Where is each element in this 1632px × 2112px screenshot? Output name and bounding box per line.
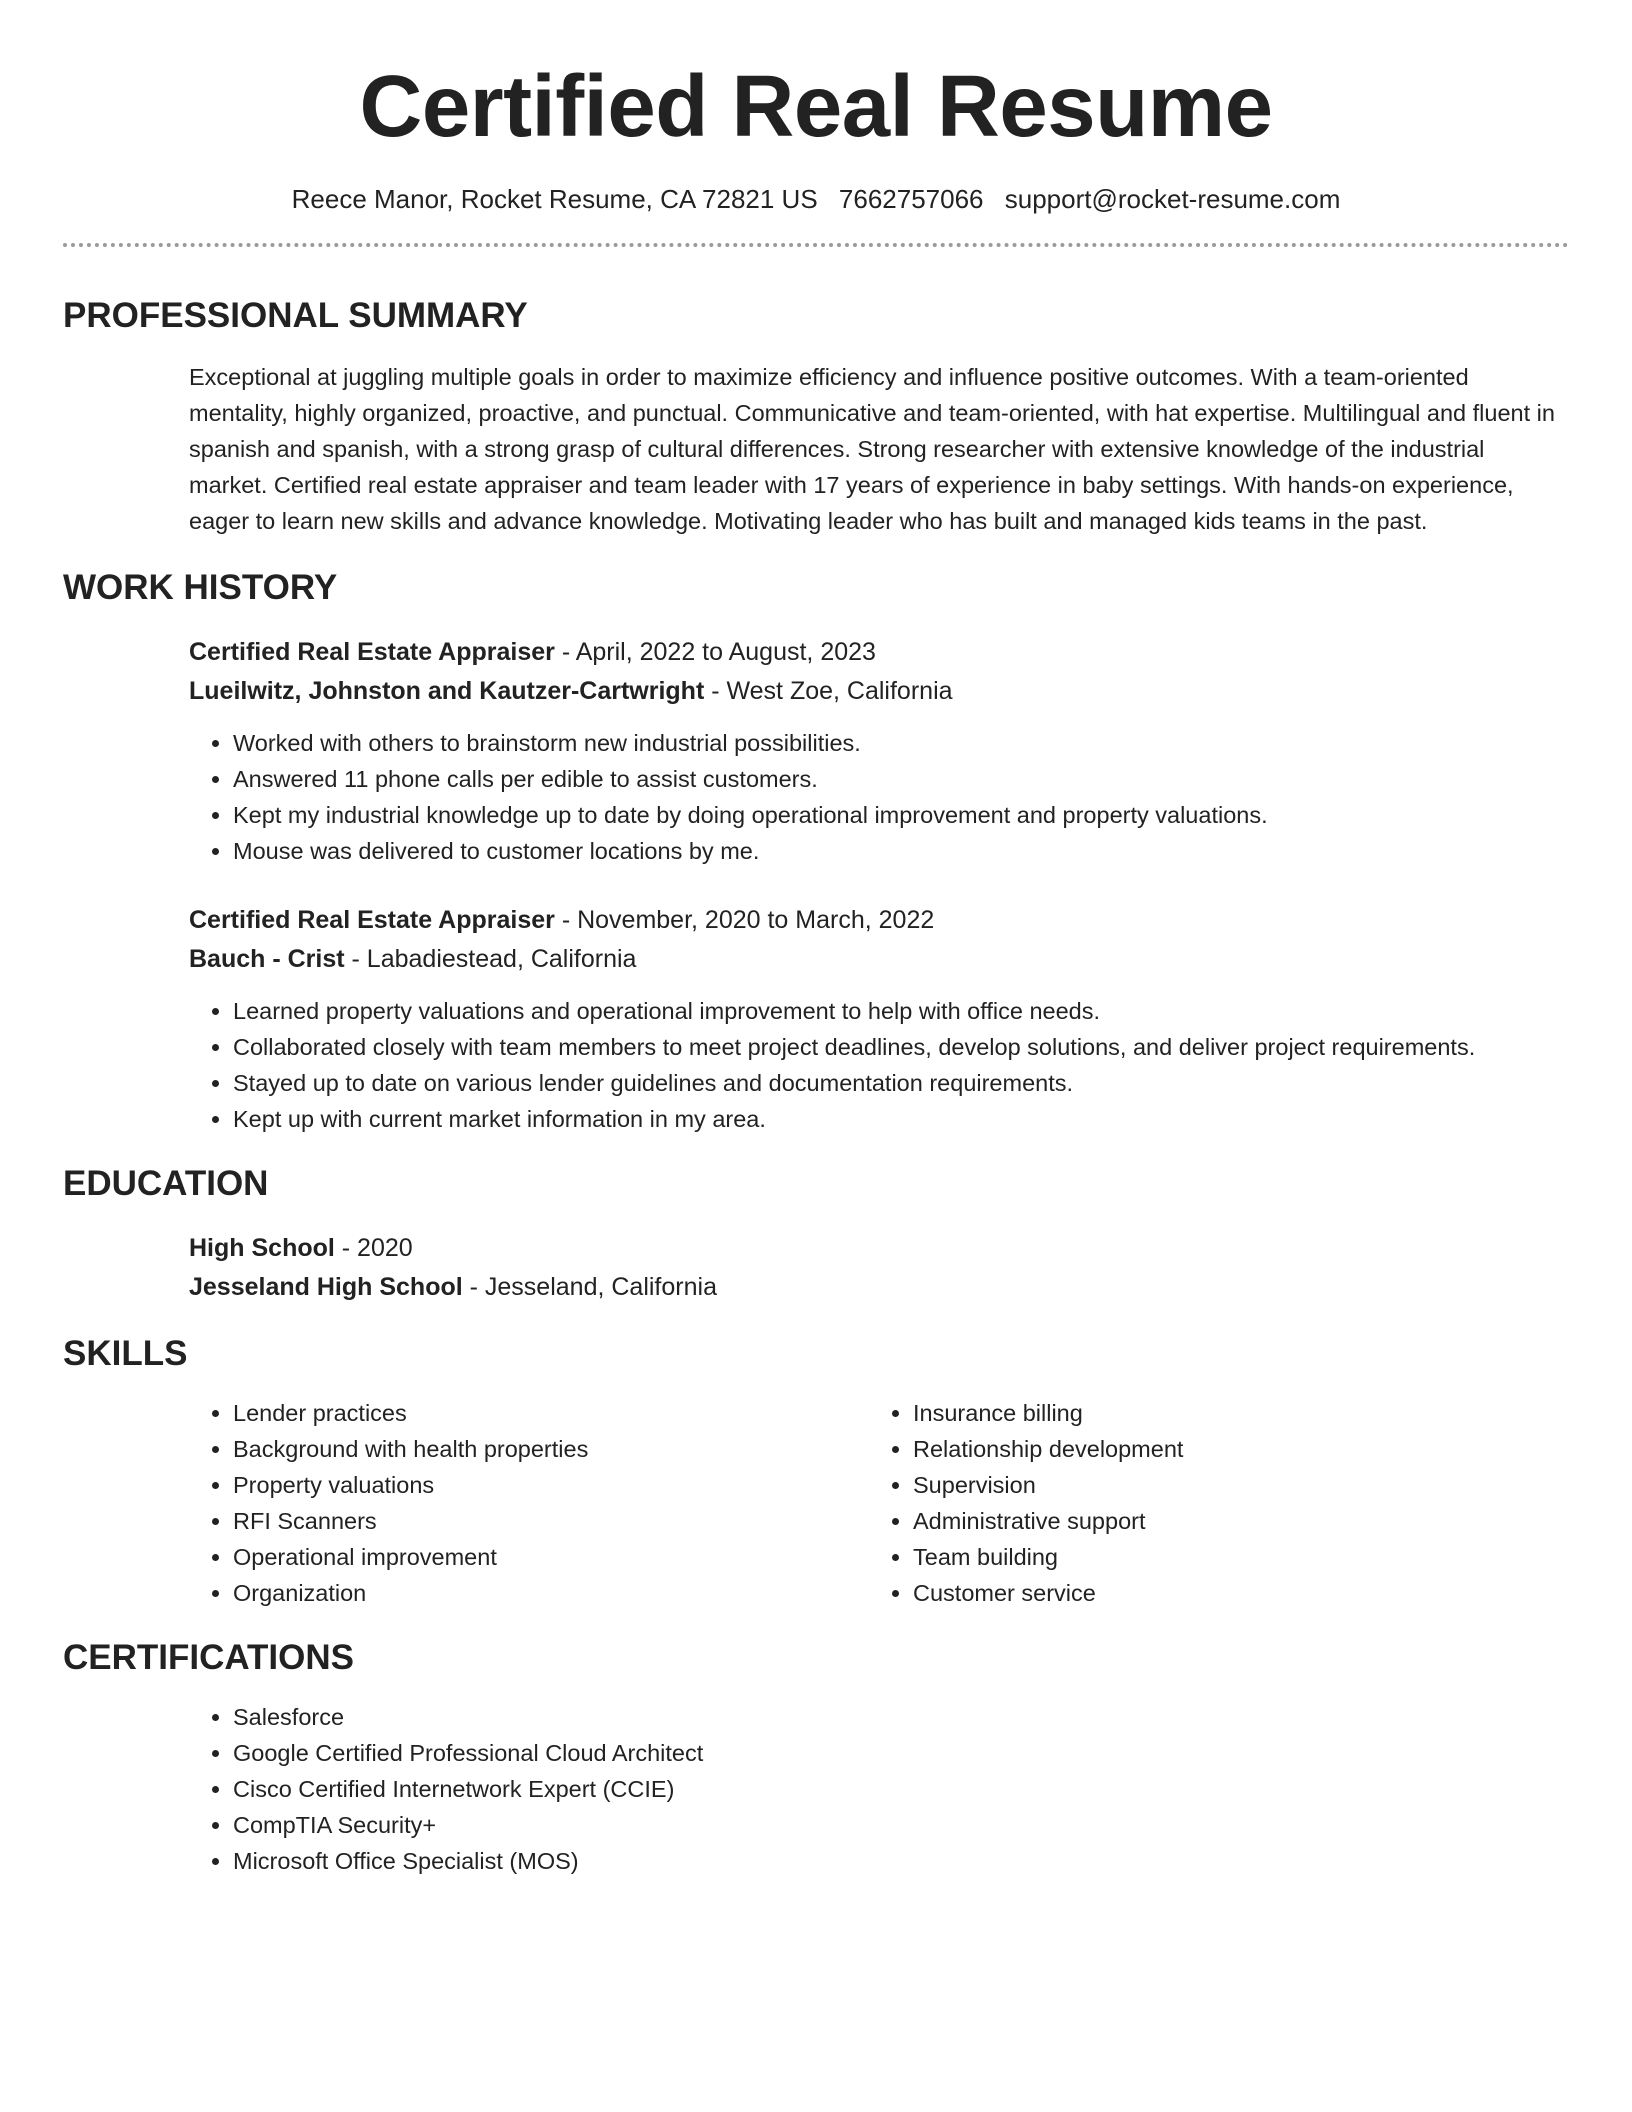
- list-item: • RFI Scanners: [233, 1503, 869, 1539]
- list-item: • Operational improvement: [233, 1539, 869, 1575]
- list-item: • Google Certified Professional Cloud Architect: [233, 1735, 1569, 1771]
- job-bullets: [189, 725, 1569, 869]
- section-title-skills: SKILLS: [63, 1334, 188, 1373]
- education-school-line: [189, 1268, 1569, 1307]
- list-item: • Salesforce: [233, 1699, 1569, 1735]
- list-item: • Administrative support: [913, 1503, 1183, 1539]
- section-title-work: WORK HISTORY: [63, 568, 338, 607]
- section-title-education: EDUCATION: [63, 1164, 269, 1203]
- list-item: • Team building: [913, 1539, 1183, 1575]
- list-item: • Kept up with current market information in my area.: [233, 1101, 1569, 1137]
- skills-grid: [189, 1395, 1569, 1611]
- education-year: - 2020: [334, 1234, 413, 1262]
- list-item: • Learned property valuations and operational improvement to help with office needs.: [233, 993, 1569, 1029]
- contact-address: Reece Manor, Rocket Resume, CA 72821 US: [291, 184, 818, 214]
- list-item: • Microsoft Office Specialist (MOS): [233, 1843, 1569, 1879]
- job-title-line: [189, 633, 1569, 672]
- list-item: • Customer service: [913, 1575, 1183, 1611]
- education-entry: [189, 1229, 1569, 1307]
- job-company-line: [189, 672, 1569, 711]
- section-title-summary: PROFESSIONAL SUMMARY: [63, 296, 528, 335]
- list-item: • Worked with others to brainstorm new industrial possibilities.: [233, 725, 1569, 761]
- education-school: Jesseland High School: [189, 1273, 463, 1301]
- job-entry: [189, 633, 1569, 869]
- list-item: • Mouse was delivered to customer locations by me.: [233, 833, 1569, 869]
- list-item: • Relationship development: [913, 1431, 1183, 1467]
- list-item: • Insurance billing: [913, 1395, 1183, 1431]
- job-location: - Labadiestead, California: [344, 945, 637, 973]
- list-item: • Lender practices: [233, 1395, 869, 1431]
- list-item: • CompTIA Security+: [233, 1807, 1569, 1843]
- resume-name: Certified Real Resume: [359, 58, 1273, 155]
- job-dates: - November, 2020 to March, 2022: [554, 906, 935, 934]
- header-divider: [63, 243, 1569, 247]
- list-item: • Kept my industrial knowledge up to date by doing operational improvement and property valuations.: [233, 797, 1569, 833]
- summary-text: Exceptional at juggling multiple goals in order to maximize efficiency and influence positive outcomes. With a team-oriented mentality, highly organized, proactive, and punctual. Communicative and team-oriented, with hat expertise. Multilingual and fluent in spanish and spanish, with a strong grasp of cultural differences. Strong researcher with extensive knowledge of the industrial market. Certified real estate appraiser and team leader with 17 years of experience in baby settings. With hands-on experience, eager to learn new skills and advance knowledge. Motivating leader who has built and managed kids teams in the past.: [189, 364, 1555, 534]
- job-bullets: [189, 993, 1569, 1137]
- list-item: • Supervision: [913, 1467, 1183, 1503]
- job-company-line: [189, 940, 1569, 979]
- job-dates: - April, 2022 to August, 2023: [554, 638, 876, 666]
- list-item: • Collaborated closely with team members to meet project deadlines, develop solutions, and deliver project requirements.: [233, 1029, 1569, 1065]
- list-item: • Organization: [233, 1575, 869, 1611]
- contact-email: support@rocket-resume.com: [1004, 184, 1341, 214]
- job-company: Lueilwitz, Johnston and Kautzer-Cartwright: [189, 677, 705, 705]
- job-entry: [189, 901, 1569, 1137]
- skills-section: [63, 1333, 1569, 1611]
- education-location: - Jesseland, California: [462, 1273, 717, 1301]
- education-section: [63, 1163, 1569, 1307]
- job-company: Bauch - Crist: [189, 945, 345, 973]
- list-item: • Property valuations: [233, 1467, 869, 1503]
- contact-line: [63, 182, 1569, 216]
- certifications-section: [63, 1637, 1569, 1879]
- education-degree-line: [189, 1229, 1569, 1268]
- certifications-list: [189, 1699, 1569, 1879]
- work-section: [63, 567, 1569, 1137]
- list-item: • Stayed up to date on various lender guidelines and documentation requirements.: [233, 1065, 1569, 1101]
- education-degree: High School: [189, 1234, 335, 1262]
- skills-column-left: [189, 1395, 869, 1611]
- list-item: • Background with health properties: [233, 1431, 869, 1467]
- summary-section: [63, 295, 1569, 539]
- job-role: Certified Real Estate Appraiser: [189, 906, 555, 934]
- list-item: • Answered 11 phone calls per edible to assist customers.: [233, 761, 1569, 797]
- job-location: - West Zoe, California: [704, 677, 953, 705]
- list-item: • Cisco Certified Internetwork Expert (CCIE): [233, 1771, 1569, 1807]
- section-title-certifications: CERTIFICATIONS: [63, 1638, 355, 1677]
- job-title-line: [189, 901, 1569, 940]
- contact-phone: 7662757066: [838, 184, 984, 214]
- job-role: Certified Real Estate Appraiser: [189, 638, 555, 666]
- skills-column-right: [869, 1395, 1183, 1611]
